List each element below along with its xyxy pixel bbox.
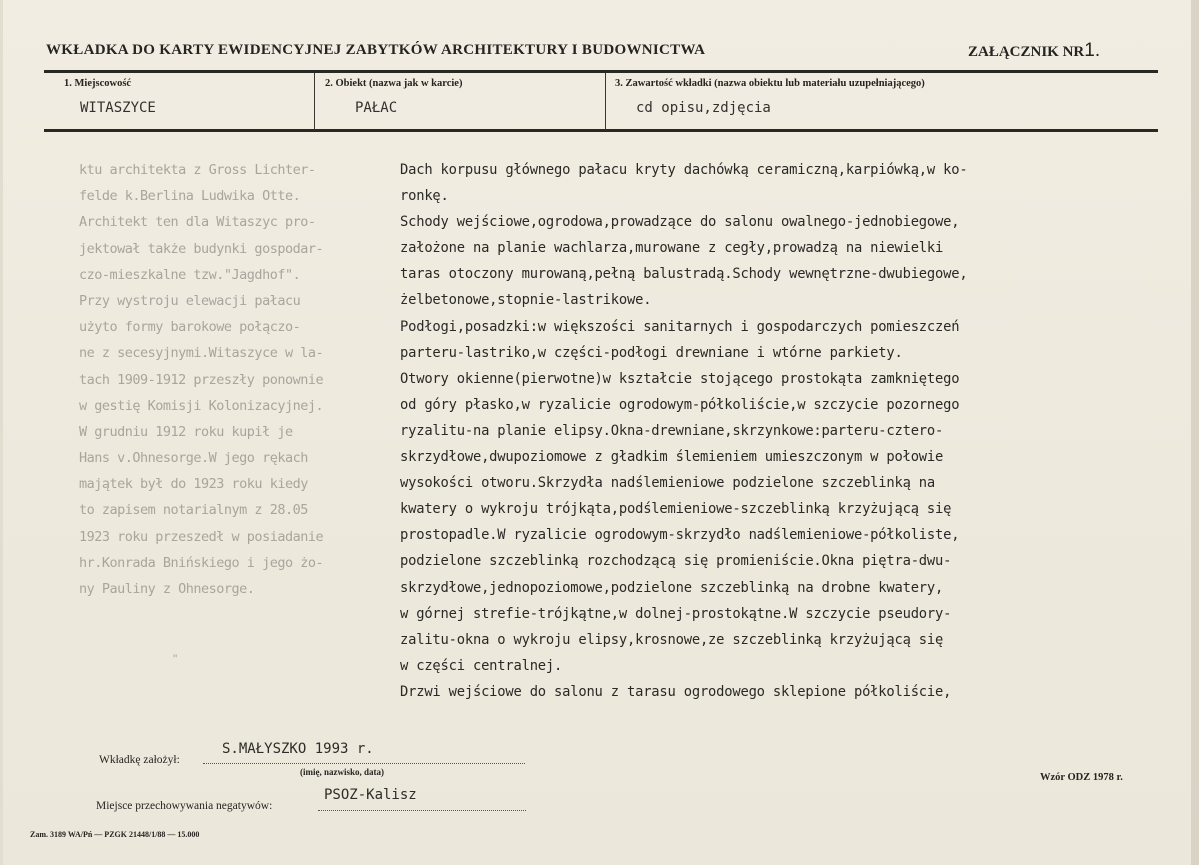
print-note: Zam. 3189 WA/Pń — PZGK 21448/1/88 — 15.000: [30, 830, 200, 839]
left-text-line: majątek był do 1923 roku kiedy: [79, 476, 308, 493]
main-text-line: w górnej strefie-trójkątne,w dolnej-prostokątne.W szczycie pseudory-: [400, 605, 952, 622]
object-label: 2. Obiekt (nazwa jak w karcie): [325, 78, 463, 89]
main-text-line: zalitu-okna o wykroju elipsy,krosnowe,ze szczeblinką krzyżującą się: [400, 631, 944, 648]
main-text-line: Drzwi wejściowe do salonu z tarasu ogrodowego sklepione półkoliście,: [400, 683, 952, 700]
main-text-line: żelbetonowe,stopnie-lastrikowe.: [400, 292, 652, 309]
left-text-line: ktu architekta z Gross Lichter-: [79, 162, 316, 178]
main-text-line: taras otoczony murowaną,pełną balustradą.Schody wewnętrzne-dwubiegowe,: [400, 266, 968, 283]
main-text-line: ryzalitu-na planie elipsy.Okna-drewniane,skrzynkowe:parteru-cztero-: [400, 422, 944, 439]
locality-label: 1. Miejscowość: [64, 78, 132, 89]
left-text-line: użyto formy barokowe połączo-: [79, 319, 301, 336]
founder-label: Wkładkę założył:: [99, 754, 180, 766]
field-divider-1: [314, 73, 315, 129]
storage-value: PSOZ-Kalisz: [324, 787, 417, 803]
left-text-line: ne z secesyjnymi.Witaszyce w la-: [79, 345, 324, 362]
left-text-line: w gestię Komisji Kolonizacyjnej.: [79, 397, 324, 414]
left-column-mark: ": [173, 652, 178, 666]
content-label: 3. Zawartość wkładki (nazwa obiektu lub materiału uzupełniającego): [615, 78, 925, 89]
left-text-line: felde k.Berlina Ludwika Otte.: [79, 188, 301, 205]
field-divider-2: [605, 73, 606, 129]
header-rule-bottom: [44, 129, 1158, 132]
main-text-line: skrzydłowe,jednopoziomowe,podzielone szczeblinką na drobne kwatery,: [400, 579, 944, 596]
main-text-line: wysokości otworu.Skrzydła nadślemieniowe podzielone szczeblinką na: [400, 475, 936, 492]
form-title: WKŁADKA DO KARTY EWIDENCYJNEJ ZABYTKÓW ARCHITEKTURY I BUDOWNICTWA: [46, 42, 706, 58]
founder-hint: (imię, nazwisko, data): [300, 767, 384, 777]
main-text-line: skrzydłowe,dwupoziomowe z gładkim ślemieniem umieszczonym w połowie: [400, 449, 944, 466]
main-text-line: ronkę.: [400, 188, 449, 205]
main-text-line: założone na planie wachlarza,murowane z cegły,prowadzą na niewielki: [400, 240, 944, 257]
left-text-line: tach 1909-1912 przeszły ponownie: [79, 371, 324, 388]
left-text-line: Przy wystroju elewacji pałacu: [79, 292, 301, 309]
locality-value: WITASZYCE: [80, 100, 156, 116]
main-text-line: prostopadle.W ryzalicie ogrodowym-skrzydło nadślemieniowe-półkoliste,: [400, 527, 960, 544]
annex-number: [968, 40, 1100, 62]
annex-label: ZAŁĄCZNIK NR: [968, 44, 1085, 60]
annex-number-value: 1.: [1084, 40, 1101, 61]
founder-value: S.MAŁYSZKO 1993 r.: [222, 741, 374, 757]
main-text-line: w części centralnej.: [400, 657, 563, 674]
left-text-line: ny Pauliny z Ohnesorge.: [79, 581, 255, 597]
left-text-line: 1923 roku przeszedł w posiadanie: [79, 528, 324, 545]
paper-edge-right: [1191, 0, 1199, 865]
paper-edge-left: [0, 0, 3, 865]
left-text-line: to zapisem notarialnym z 28.05: [79, 502, 308, 519]
main-text-line: Schody wejściowe,ogrodowa,prowadzące do salonu owalnego-jednobiegowe,: [400, 214, 960, 231]
header-rule-top: [44, 70, 1158, 73]
founder-dotted-line: [203, 763, 525, 764]
main-text-line: kwatery o wykroju trójkąta,podślemieniowe-szczeblinką krzyżującą się: [400, 501, 952, 518]
main-text-line: podzielone szczeblinką rozchodzącą się promieniście.Okna piętra-dwu-: [400, 553, 952, 570]
main-text-line: parteru-lastriko,w części-podłogi drewniane i wtórne parkiety.: [400, 344, 903, 361]
content-value: cd opisu,zdjęcia: [636, 100, 771, 116]
storage-label: Miejsce przechowywania negatywów:: [96, 800, 273, 812]
object-value: PAŁAC: [355, 100, 398, 116]
form-pattern: Wzór ODZ 1978 r.: [1040, 772, 1123, 783]
main-text-line: Otwory okienne(pierwotne)w kształcie stojącego prostokąta zamkniętego: [400, 370, 960, 387]
main-text-line: Podłogi,posadzki:w większości sanitarnych i gospodarczych pomieszczeń: [400, 318, 960, 335]
left-text-line: Architekt ten dla Witaszyc pro-: [79, 214, 316, 231]
storage-dotted-line: [318, 810, 526, 811]
left-text-line: Hans v.Ohnesorge.W jego rękach: [79, 450, 308, 467]
left-text-line: czo-mieszkalne tzw."Jagdhof".: [79, 266, 301, 283]
main-text-line: od góry płasko,w ryzalicie ogrodowym-półkoliście,w szczycie pozornego: [400, 396, 960, 413]
left-text-line: jektował także budynki gospodar-: [79, 240, 324, 257]
left-text-line: W grudniu 1912 roku kupił je: [79, 423, 293, 440]
main-column-text: [400, 157, 1120, 705]
main-text-line: Dach korpusu głównego pałacu kryty dachówką ceramiczną,karpiówką,w ko-: [400, 162, 968, 178]
left-text-line: hr.Konrada Bnińskiego i jego żo-: [79, 554, 324, 571]
left-column-text: [79, 157, 409, 602]
